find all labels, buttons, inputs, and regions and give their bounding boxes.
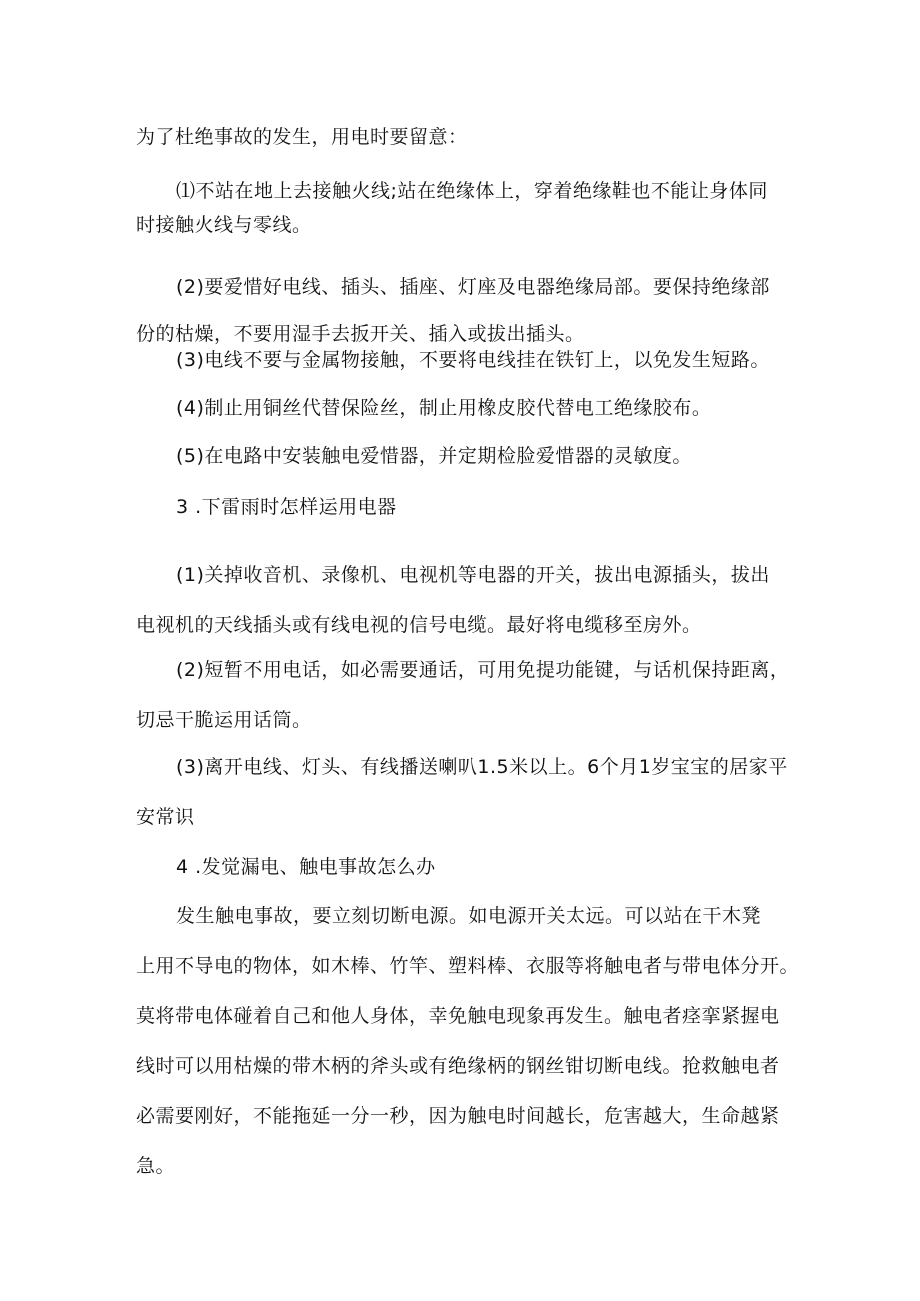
rule-2-line-2: 份的枯燥，不要用湿手去扳开关、插入或拔出插头。: [136, 323, 585, 345]
rule-4: [136, 383, 796, 433]
section-3-item-1-line-1: (1)关掉收音机、录像机、电视机等电器的开关，拔出电源插头，拔出: [176, 564, 770, 586]
section-3-item-1: [136, 550, 796, 650]
rule-1-line-2: 时接触火线与零线。: [136, 214, 312, 236]
section-4-heading: [136, 842, 796, 892]
rule-4-line-1: (4)制止用铜丝代替保险丝，制止用橡皮胶代替电工绝缘胶布。: [176, 397, 712, 419]
section-4-line-5: 必需要刚好，不能拖延一分一秒，因为触电时间越长，危害越大，生命越紧: [136, 1105, 780, 1127]
section-4-line-3: 莫将带电体碰着自己和他人身体，幸免触电现象再发生。触电者痉挛紧握电: [136, 1005, 780, 1027]
section-4-line-6: 急。: [136, 1155, 176, 1177]
rule-3: [136, 335, 796, 385]
rule-3-line-1: (3)电线不要与金属物接触，不要将电线挂在铁钉上，以免发生短路。: [176, 349, 770, 371]
rule-5: [136, 431, 796, 481]
section-4-line-2: 上用不导电的物体，如木棒、竹竿、塑料棒、衣服等将触电者与带电体分开。: [136, 955, 800, 977]
section-3-item-2: [136, 645, 796, 745]
intro-line: 为了杜绝事故的发生，用电时要留意：: [136, 126, 468, 148]
rule-1: [136, 166, 796, 250]
section-3-item-1-line-2: 电视机的天线插头或有线电视的信号电缆。最好将电缆移至房外。: [136, 614, 702, 636]
section-4-line-1: 发生触电事故，要立刻切断电源。如电源开关太远。可以站在干木凳: [176, 905, 762, 927]
section-4-paragraph: [136, 891, 800, 1191]
rule-2-line-1: (2)要爱惜好电线、插头、插座、灯座及电器绝缘局部。要保持绝缘部: [176, 276, 770, 298]
section-3-item-2-line-2: 切忌干脆运用话筒。: [136, 709, 312, 731]
intro-text: [136, 112, 796, 162]
rule-1-line-1: ⑴不站在地上去接触火线;站在绝缘体上，穿着绝缘鞋也不能让身体同: [176, 180, 768, 202]
section-3-item-3-line-1: (3)离开电线、灯头、有线播送喇叭1.5米以上。6个月1岁宝宝的居家平: [176, 756, 788, 778]
section-3-item-3-line-2: 安常识: [136, 806, 195, 828]
rule-5-line-1: (5)在电路中安装触电爱惜器，并定期检脸爱惜器的灵敏度。: [176, 445, 692, 467]
section-3-heading: [136, 482, 796, 532]
section-3-item-2-line-1: (2)短暂不用电话，如必需要通话，可用免提功能键，与话机保持距离，: [176, 659, 790, 681]
section-4-heading-text: 4 .发觉漏电、触电事故怎么办: [176, 856, 436, 878]
section-3-heading-text: 3 .下雷雨时怎样运用电器: [176, 496, 397, 518]
section-4-line-4: 线时可以用枯燥的带木柄的斧头或有绝缘柄的钢丝钳切断电线。抢救触电者: [136, 1055, 780, 1077]
section-3-item-3: [136, 742, 796, 842]
